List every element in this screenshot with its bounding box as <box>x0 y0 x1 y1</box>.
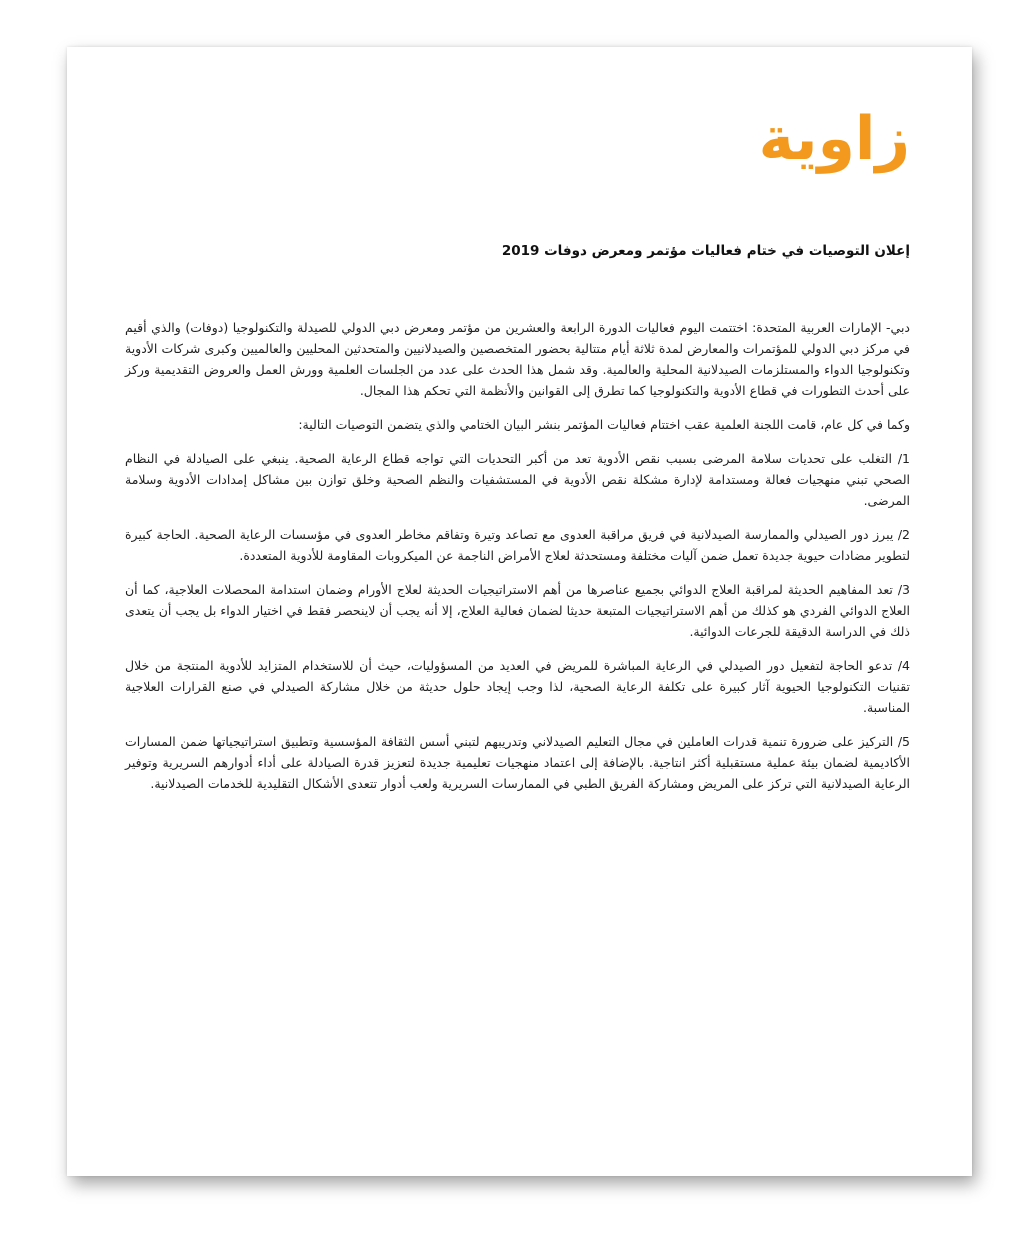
recommendation-3: 3/ تعد المفاهيم الحديثة لمراقبة العلاج الدوائي بجميع عناصرها من أهم الاستراتيجيات الحديثة لعلاج الأورام وضمان استدامة المحصلات العلاجية، كما أن العلاج الدوائي الفردي هو كذلك من أهم الاستراتيجيات المتبعة حديثا لضمان فعالية العلاج، إلا أنه يجب أن لاينحصر فقط في اختيار الدواء بل يجب أن يتعدى ذلك في الدراسة الدقيقة للجرعات الدوائية. <box>125 582 910 639</box>
recommendation-1: 1/ التغلب على تحديات سلامة المرضى بسبب نقص الأدوية تعد من أكبر التحديات التي تواجه قطاع الرعاية الصحية. ينبغي على الصيادلة في النظام الصحي تبني منهجيات فعالة ومستدامة لإدارة مشكلة نقص الأدوية في المستشفيات والنظم الصحية وخلق توازن بين مشاكل إمدادات الأدوية وسلامة المرضى. <box>125 451 910 508</box>
page-title: إعلان التوصيات في ختام فعاليات مؤتمر ومعرض دوفات 2019 <box>501 243 910 259</box>
document-page <box>67 47 972 1176</box>
recommendations-intro: وكما في كل عام، قامت اللجنة العلمية عقب اختتام فعاليات المؤتمر بنشر البيان الختامي والذي يتضمن التوصيات التالية: <box>298 417 910 432</box>
recommendation-5: 5/ التركيز على ضرورة تنمية قدرات العاملين في مجال التعليم الصيدلاني وتدريبهم لتبني أسس الثقافة المؤسسية وتطبيق استراتيجياتها ضمن المسارات الأكاديمية لضمان بيئة عملية مستقبلية أكثر انتاجية. بالإضافة إلى اعتماد منهجيات تعليمية جديدة لتعزيز قدرة الصيادلة على أداء أدوارهم السريرية وتوفير الرعاية الصيدلانية التي تركز على المريض ومشاركة الفريق الطبي في الممارسات السريرية ولعب أدوار تتعدى الأشكال التقليدية للخدمات الصيدلانية. <box>125 734 910 791</box>
zawya-logo: زاوية <box>758 104 910 174</box>
recommendation-2: 2/ يبرز دور الصيدلي والممارسة الصيدلانية في فريق مراقبة العدوى مع تصاعد وتيرة وتفاقم مخاطر العدوى في مؤسسات الرعاية الصحية. الحاجة كبيرة لتطوير مضادات حيوية جديدة تعمل ضمن آليات مختلفة ومستحدثة لعلاج الأمراض الناجمة عن الميكروبات المقاومة للأدوية المتعددة. <box>125 527 910 563</box>
article-body <box>125 317 910 807</box>
intro-paragraph: دبي- الإمارات العربية المتحدة: اختتمت اليوم فعاليات الدورة الرابعة والعشرين من مؤتمر ومعرض دبي الدولي للصيدلة والتكنولوجيا (دوفات) والذي أقيم في مركز دبي الدولي للمؤتمرات والمعارض لمدة ثلاثة أيام متتالية بحضور المتخصصين والصيدلانيين والمتحدثين المحليين والعالميين وكبرى شركات الأدوية وتكنولوجيا الدواء والمستلزمات الصيدلانية المحلية والعالمية. وقد شمل هذا الحدث على عدد من الجلسات العلمية وورش العمل والعروض التقديمية وركز على أحدث التطورات في قطاع الأدوية والتكنولوجيا كما تطرق إلى القوانين والأنظمة التي تحكم هذا المجال. <box>125 320 910 398</box>
recommendation-4: 4/ تدعو الحاجة لتفعيل دور الصيدلي في الرعاية المباشرة للمريض في العديد من المسؤوليات، حيث أن للاستخدام المتزايد للأدوية المنتجة من خلال تقنيات التكنولوجيا الحيوية آثار كبيرة على تكلفة الرعاية الصحية، لذا وجب إيجاد حلول حديثة من خلال مشاركة الصيدلي في صنع القرارات العلاجية المناسبة. <box>125 658 910 715</box>
